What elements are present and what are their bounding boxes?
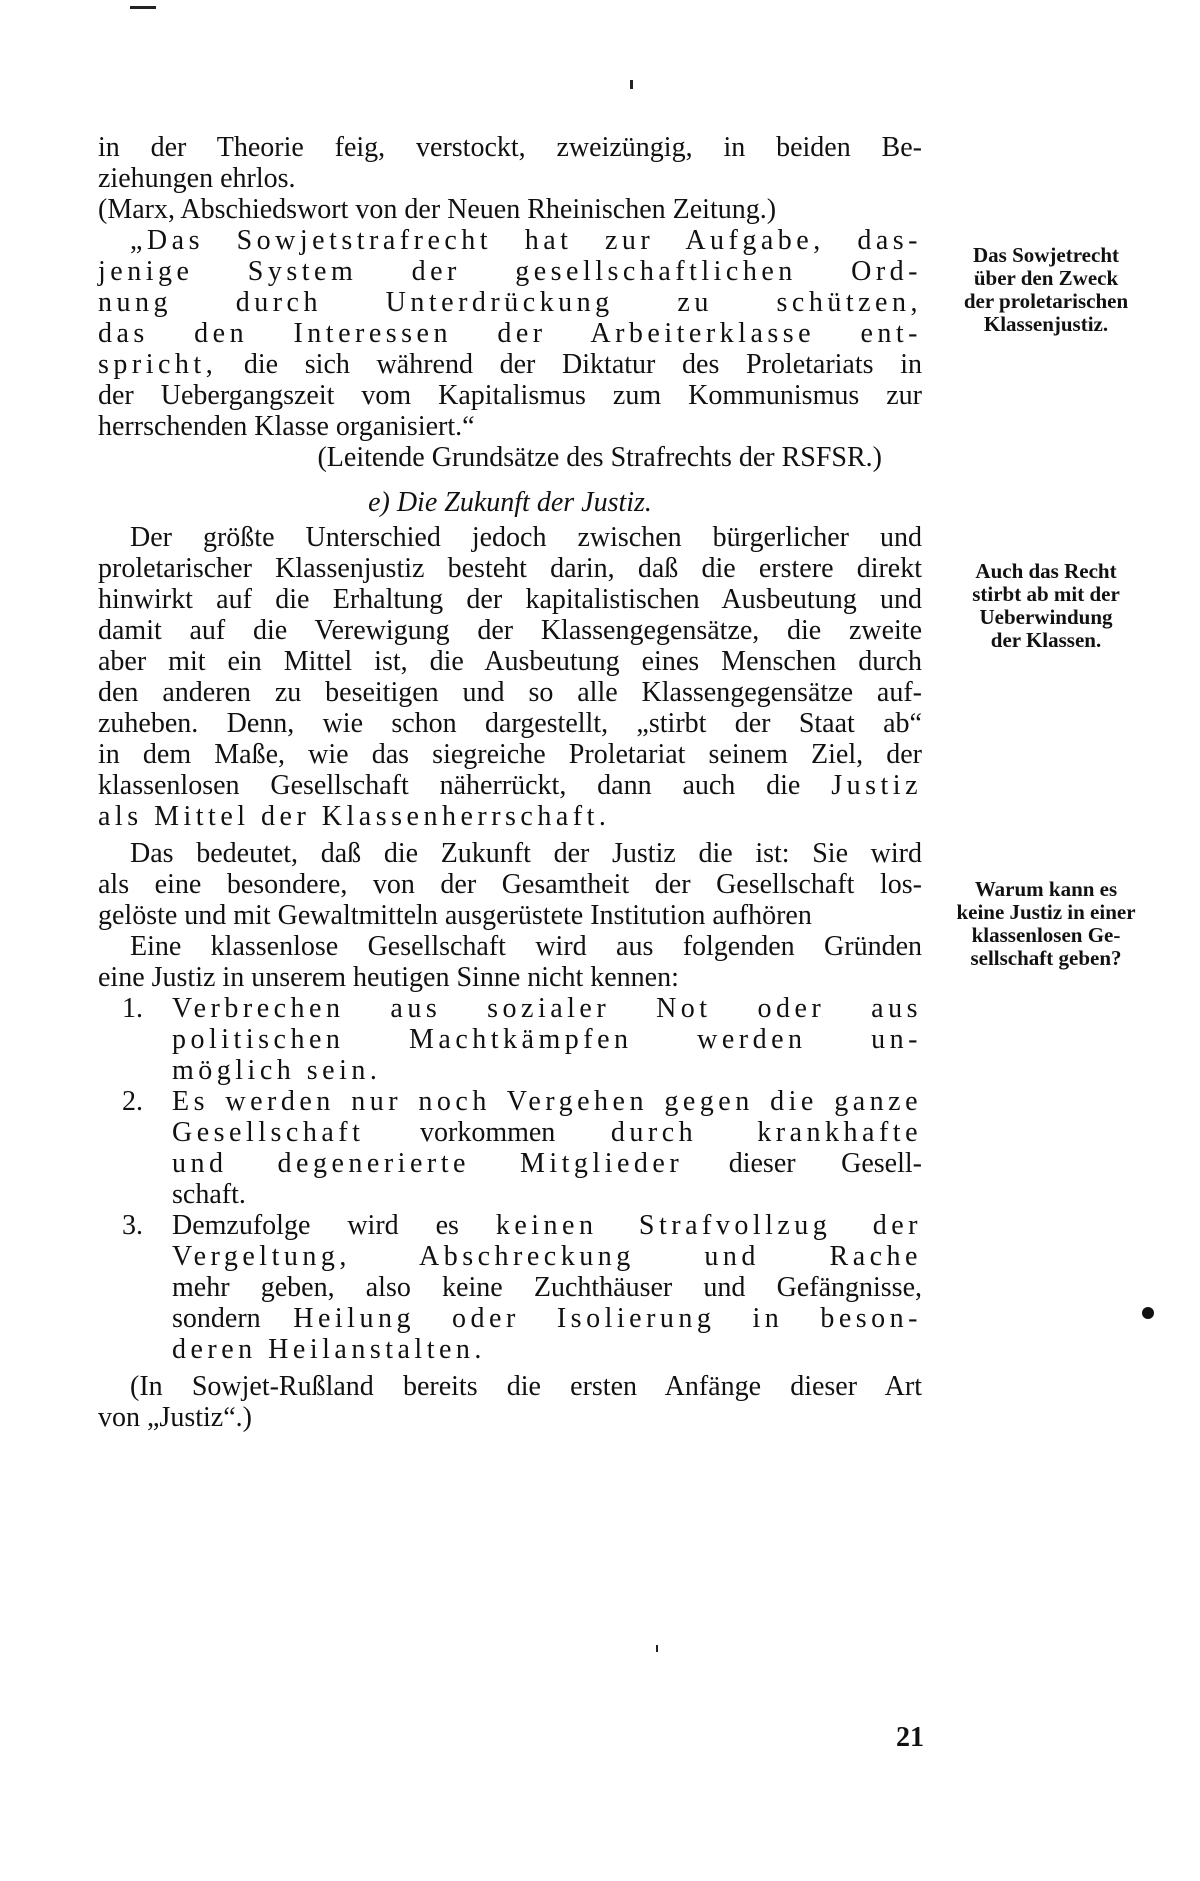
margin-note-line: keine Justiz in einer <box>956 900 1136 924</box>
spaced-word: und degenerierte Mitglieder <box>172 1148 684 1179</box>
text-segment: vorkommen <box>364 1117 611 1148</box>
spaced-word: spricht, <box>98 349 218 380</box>
text-line: von „Justiz“.) <box>98 1402 252 1433</box>
text-segment: Demzufolge wird es <box>172 1210 496 1241</box>
list-line: Es werden nur noch Vergehen gegen die ganze <box>172 1086 922 1117</box>
citation-marx: (Marx, Abschiedswort von der Neuen Rheinischen Zeitung.) <box>98 194 777 225</box>
text-line: eine Justiz in unserem heutigen Sinne nicht kennen: <box>98 962 679 993</box>
text-line: zuheben. Denn, wie schon dargestellt, „stirbt der Staat ab“ <box>98 708 922 739</box>
scan-mark-dot <box>656 1645 658 1652</box>
text-line: Eine klassenlose Gesellschaft wird aus folgenden Gründen <box>130 931 922 962</box>
section-heading: e) Die Zukunft der Justiz. <box>368 487 652 518</box>
list-item <box>98 1210 922 1365</box>
text-line: damit auf die Verewigung der Klassengegensätze, die zweite <box>98 615 922 646</box>
text-segment: klassenlosen Gesellschaft näherrückt, dann auch die <box>98 770 832 801</box>
spaced-word: Heilung oder Isolierung in beson- <box>293 1303 922 1334</box>
text-segment: dieser Gesell- <box>683 1148 922 1179</box>
margin-note-line: Das Sowjetrecht <box>973 243 1119 267</box>
list-line: politischen Machtkämpfen werden un- <box>172 1024 922 1055</box>
margin-note-line: Klassenjustiz. <box>983 312 1109 336</box>
text-line: (In Sowjet-Rußland bereits die ersten Anfänge dieser Art <box>130 1371 922 1402</box>
margin-note-line: Auch das Recht <box>975 559 1117 583</box>
reasons-list <box>98 993 922 1365</box>
list-number: 1. <box>122 993 143 1024</box>
quote-line: „Das Sowjetstrafrecht hat zur Aufgabe, das- <box>130 225 922 256</box>
list-item <box>98 1086 922 1210</box>
quote-line: der Uebergangszeit vom Kapitalismus zum Kommunismus zur <box>98 380 922 411</box>
list-item <box>98 993 922 1086</box>
margin-note-line: der proletarischen <box>963 289 1129 313</box>
quote-text: die sich während der Diktatur des Proletariats in <box>217 349 922 380</box>
quote-line: jenige System der gesellschaftlichen Ord- <box>98 256 922 287</box>
spaced-word: Justiz <box>831 770 922 801</box>
list-line: mehr geben, also keine Zuchthäuser und Gefängnisse, <box>172 1272 922 1303</box>
text-line <box>98 770 922 801</box>
text-line: als Mittel der Klassenherrschaft. <box>98 801 611 832</box>
margin-note-line: Warum kann es <box>974 877 1118 901</box>
list-line: Verbrechen aus sozialer Not oder aus <box>172 993 922 1024</box>
text-line: gelöste und mit Gewaltmitteln ausgerüstete Institution aufhören <box>98 900 812 931</box>
text-line: proletarischer Klassenjustiz besteht darin, daß die erstere direkt <box>98 553 922 584</box>
list-line <box>172 1117 922 1148</box>
list-line: möglich sein. <box>172 1055 382 1086</box>
scan-mark-dot <box>630 80 633 89</box>
list-line <box>172 1210 922 1241</box>
bullet-mark <box>1142 1307 1154 1319</box>
page-number: 21 <box>896 1722 924 1753</box>
list-line <box>172 1148 922 1179</box>
list-line: deren Heilanstalten. <box>172 1334 486 1365</box>
margin-note-line: klassenlosen Ge- <box>971 923 1121 947</box>
text-line: aber mit ein Mittel ist, die Ausbeutung eines Menschen durch <box>98 646 922 677</box>
scan-mark-top <box>130 6 156 9</box>
quote-line <box>98 349 922 380</box>
text-line: Der größte Unterschied jedoch zwischen bürgerlicher und <box>130 522 922 553</box>
text-line: den anderen zu beseitigen und so alle Klassengegensätze auf- <box>98 677 922 708</box>
margin-note-line: Ueberwindung <box>979 605 1113 629</box>
text-line: in dem Maße, wie das siegreiche Proletariat seinem Ziel, der <box>98 739 922 770</box>
main-text <box>98 132 922 1433</box>
margin-note-line: sellschaft geben? <box>970 946 1122 970</box>
margin-note-warum <box>935 878 1157 970</box>
margin-note-sowjetrecht <box>935 244 1157 336</box>
list-line: Vergeltung, Abschreckung und Rache <box>172 1241 922 1272</box>
text-line: in der Theorie feig, verstockt, zweizüngig, in beiden Be- <box>98 132 922 163</box>
spaced-word: Gesellschaft <box>172 1117 365 1148</box>
text-line: Das bedeutet, daß die Zukunft der Justiz die ist: Sie wird <box>130 838 922 869</box>
list-line: schaft. <box>172 1179 246 1210</box>
quote-line: herrschenden Klasse organisiert.“ <box>98 411 475 442</box>
spaced-word: durch krankhafte <box>610 1117 922 1148</box>
list-line <box>172 1303 922 1334</box>
list-number: 2. <box>122 1086 143 1117</box>
citation-rsfsr: (Leitende Grundsätze des Strafrechts der RSFSR.) <box>317 442 882 473</box>
text-segment: sondern <box>172 1303 294 1334</box>
quote-line: das den Interessen der Arbeiterklasse ent- <box>98 318 922 349</box>
margin-note-line: stirbt ab mit der <box>972 582 1120 606</box>
list-number: 3. <box>122 1210 143 1241</box>
quote-line: nung durch Unterdrückung zu schützen, <box>98 287 922 318</box>
text-line: hinwirkt auf die Erhaltung der kapitalistischen Ausbeutung und <box>98 584 922 615</box>
margin-note-recht-stirbt <box>935 560 1157 652</box>
text-line: als eine besondere, von der Gesamtheit der Gesellschaft los- <box>98 869 922 900</box>
spaced-word: keinen Strafvollzug der <box>495 1210 922 1241</box>
margin-note-line: der Klassen. <box>990 628 1102 652</box>
margin-note-line: über den Zweck <box>973 266 1119 290</box>
text-line: ziehungen ehrlos. <box>98 163 296 194</box>
